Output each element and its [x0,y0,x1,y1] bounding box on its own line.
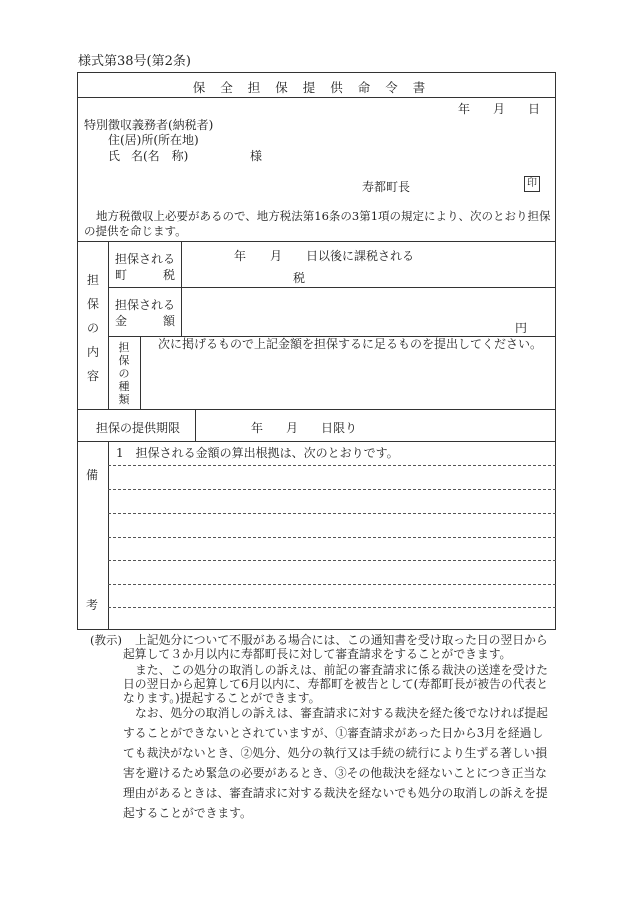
remarks-item-1: 1 担保される金額の算出根拠は、次のとおりです。 [116,446,399,460]
taxpayer-label: 特別徴収義務者(納税者) [84,118,214,132]
notice-line: 理由があるときは、審査請求に対する裁決を経ないでも処分の取消しの訴えを提 [123,786,548,800]
notice-line: することができないとされていますが、①審査請求があった日から3月を経過し [123,726,544,740]
name-label-1: 氏 [108,149,121,163]
order-text-line-1: 地方税徴収上必要があるので、地方税法第16条の3第1項の規定により、次のとおり担保 [96,209,551,223]
title-divider [77,97,556,98]
type-label: 担保の種類 [118,341,130,406]
remarks-ruled-line [108,465,556,466]
tax-label-char-2: 税 [163,268,176,282]
notice-line: 起することができます。 [123,806,252,820]
type-label-divider [140,336,141,409]
deadline-label: 担保の提供期限 [96,421,181,435]
remarks-ruled-line [108,584,556,585]
notice-line: また、この処分の取消しの訴えは、前記の審査請求に係る裁決の送達を受けた [135,663,548,677]
deadline-divider [195,409,196,441]
order-divider [77,241,556,242]
amount-label-line-1: 担保される [115,298,176,312]
date-year: 年 [458,102,471,116]
notice-line: なります。)提起することができます。 [123,691,321,705]
notice-line: 日の翌日から起算して6月以内に、寿都町を被告として(寿都町長が被告の代表と [123,677,549,691]
tax-row-divider [108,287,556,288]
amount-label-char-1: 金 [115,314,128,328]
issuer-name: 寿都町長 [362,180,411,194]
deadline-row-divider [77,441,556,442]
tax-value-suffix: 税 [293,271,306,285]
content-section-divider [77,409,556,410]
remarks-label-top: 備 [86,468,99,482]
deadline-month: 月 [286,421,299,435]
label-column-divider [181,241,182,337]
date-day: 日 [528,102,541,116]
tax-value-text: 日以後に課税される [306,249,415,263]
remarks-ruled-line [108,489,556,490]
tax-label-line-1: 担保される [115,252,176,266]
amount-unit: 円 [515,321,528,335]
tax-label-char-1: 町 [115,268,128,282]
name-label-2: 名(名 称) [131,149,189,163]
deadline-day-text: 日限り [321,421,358,435]
remarks-side-divider [108,441,109,630]
remarks-ruled-line [108,537,556,538]
date-month: 月 [493,102,506,116]
notice-label: (教示) [90,633,122,647]
remarks-ruled-line [108,513,556,514]
notice-line: ても裁決がないとき、②処分、処分の執行又は手続の続行により生ずる著しい損 [123,746,548,760]
seal-mark: 印 [524,176,540,192]
amount-label-char-2: 額 [163,314,176,328]
notice-line: 起算して３か月以内に寿都町長に対して審査請求をすることができます。 [123,647,512,661]
notice-line: 上記処分について不服がある場合には、この通知書を受け取った日の翌日から [135,633,548,647]
remarks-label-bottom: 考 [86,598,99,612]
order-text-line-2: の提供を命じます。 [84,224,187,238]
notice-line: なお、処分の取消しの訴えは、審査請求に対する裁決を経た後でなければ提起 [135,706,548,720]
collateral-side-label: 担保の内容 [86,273,99,383]
document-title: 保全担保提供命令書 [192,80,441,95]
tax-value-year: 年 [234,249,247,263]
notice-line: 害を避けるため緊急の必要があるとき、③その他裁決を経ないことにつき正当な [123,766,547,780]
address-label: 住(居)所(所在地) [108,133,199,147]
remarks-ruled-line [108,607,556,608]
form-number: 様式第38号(第2条) [78,54,191,69]
remarks-ruled-line [108,560,556,561]
deadline-year: 年 [251,421,264,435]
honorific: 様 [250,149,263,163]
tax-value-month: 月 [270,249,283,263]
type-text: 次に掲げるもので上記金額を担保するに足るものを提出してください。 [158,337,543,351]
collateral-side-divider [108,241,109,409]
